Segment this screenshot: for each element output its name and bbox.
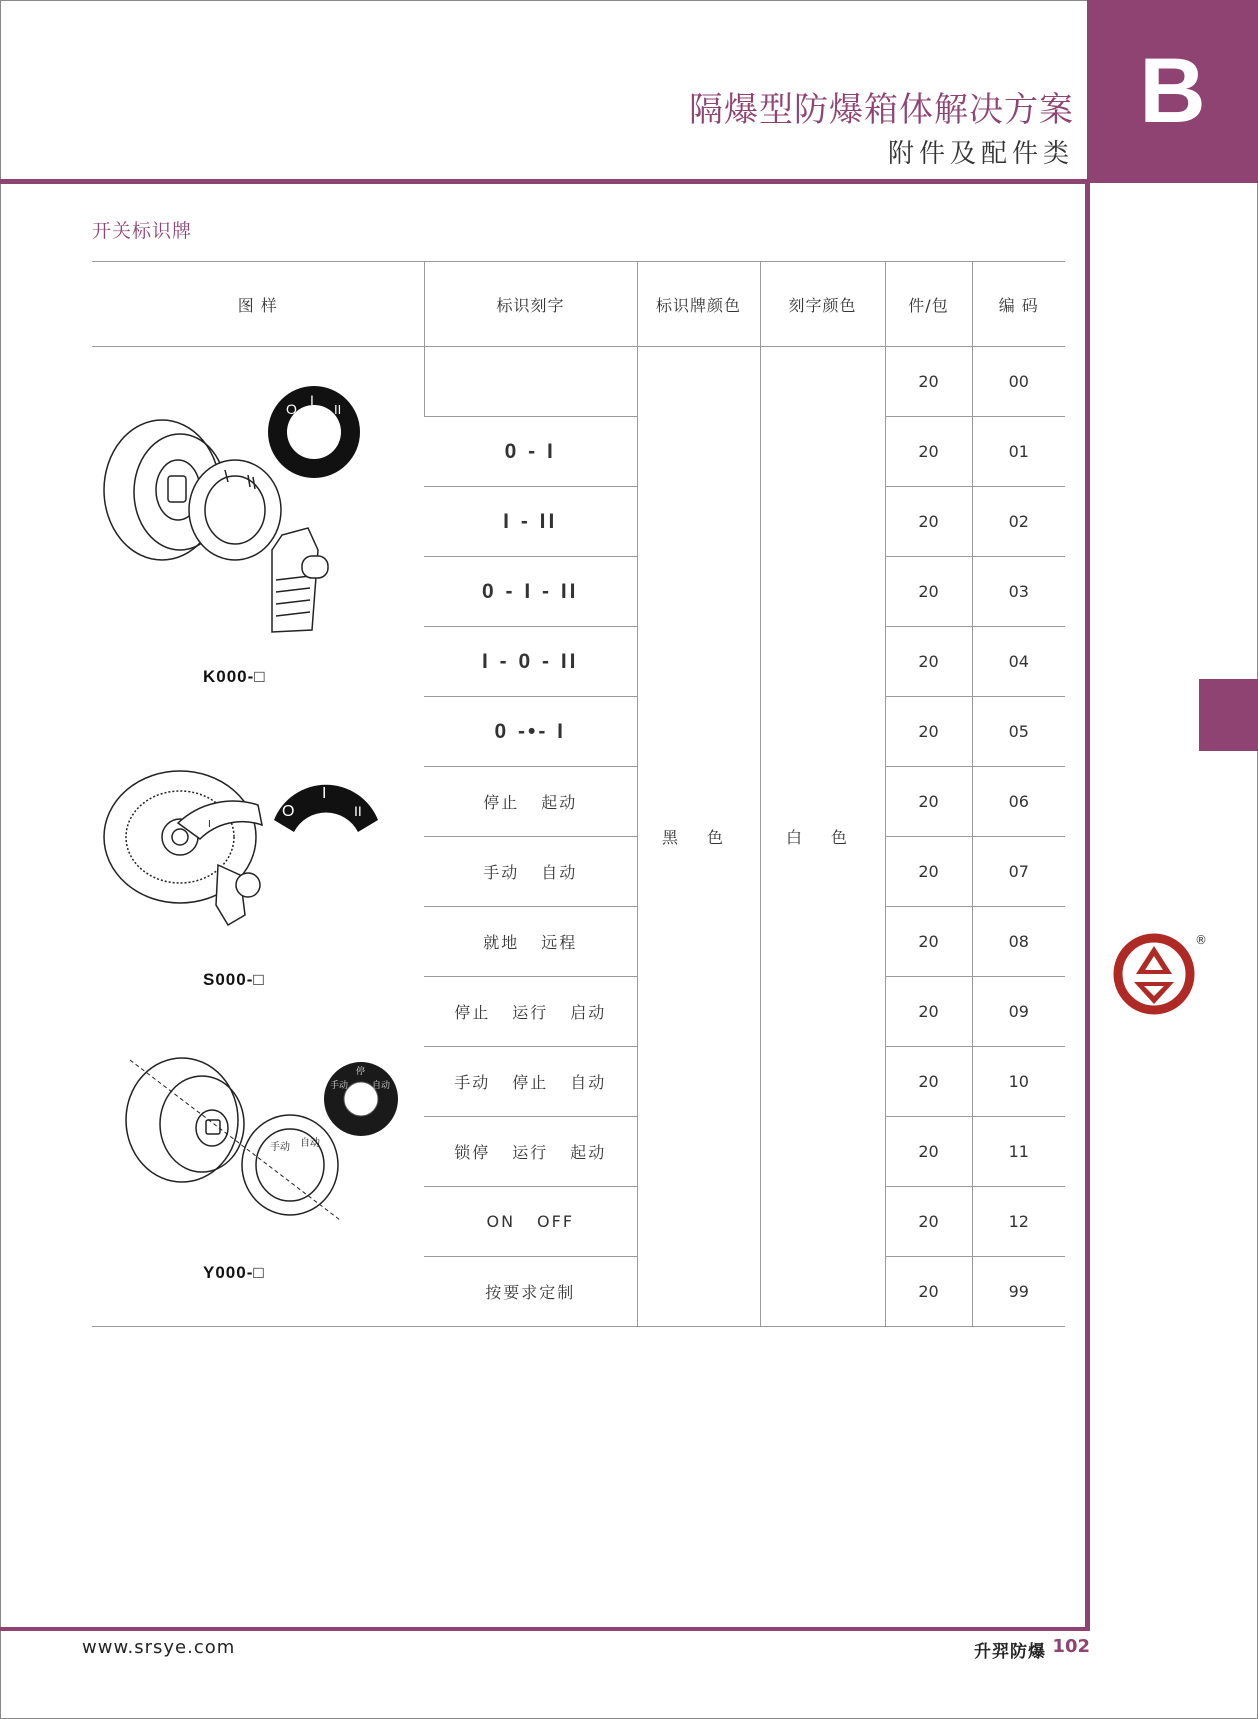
figure-label-y000: Y000-□ — [203, 1263, 265, 1282]
marking-word: 停止 — [512, 1073, 549, 1092]
code-cell: 11 — [972, 1117, 1065, 1187]
marking-word: 运行 — [512, 1003, 549, 1022]
marking-word: 自动 — [541, 863, 578, 882]
plate-mark: 停 — [356, 1067, 366, 1077]
code-cell: 07 — [972, 837, 1065, 907]
footer-brand: 升羿防爆 — [974, 1642, 1046, 1662]
round-plate-icon — [322, 1060, 400, 1138]
header-plate-color: 标识牌颜色 — [637, 262, 760, 347]
marking-word: 运行 — [512, 1143, 549, 1162]
header-text-color: 刻字颜色 — [760, 262, 885, 347]
code-cell: 04 — [972, 627, 1065, 697]
marking-cell — [424, 1047, 637, 1117]
marking-cell — [424, 977, 637, 1047]
ring-plate-icon — [266, 384, 362, 480]
marking-word: 自动 — [570, 1073, 607, 1092]
marking-cell: 0 - I - II — [424, 557, 637, 627]
code-cell: 01 — [972, 417, 1065, 487]
figure-label-k000: K000-□ — [203, 667, 266, 686]
qty-cell: 20 — [885, 697, 972, 767]
marking-word: 停止 — [454, 1003, 491, 1022]
marking-word: 远程 — [541, 933, 578, 952]
code-cell: 03 — [972, 557, 1065, 627]
section-heading: 开关标识牌 — [92, 220, 193, 242]
qty-cell: 20 — [885, 767, 972, 837]
code-cell: 12 — [972, 1187, 1065, 1257]
plate-mark: 自动 — [372, 1081, 391, 1091]
plate-mark: O — [286, 401, 297, 417]
marking-cell: 0 -•- I — [424, 697, 637, 767]
marking-word: 启动 — [570, 1003, 607, 1022]
marking-cell — [424, 907, 637, 977]
plate-mark: 手动 — [330, 1081, 349, 1091]
code-cell: 10 — [972, 1047, 1065, 1117]
marking-word: 起动 — [570, 1143, 607, 1162]
marking-word: 锁停 — [454, 1143, 491, 1162]
qty-cell: 20 — [885, 1257, 972, 1327]
qty-cell: 20 — [885, 1117, 972, 1187]
qty-cell: 20 — [885, 907, 972, 977]
marking-word: 停止 — [483, 793, 520, 812]
code-cell: 09 — [972, 977, 1065, 1047]
qty-cell: 20 — [885, 627, 972, 697]
code-cell: 08 — [972, 907, 1065, 977]
frame-bottom-rule — [0, 1627, 1090, 1631]
registered-mark: ® — [1195, 933, 1207, 947]
arc-plate-icon — [270, 772, 382, 850]
figure-label-s000: S000-□ — [203, 970, 265, 989]
plate-mark: I — [310, 392, 314, 408]
section-letter-block — [1087, 0, 1258, 183]
frame-right-rule — [1085, 179, 1090, 1631]
marking-word: 手动 — [483, 863, 520, 882]
marking-cell: I - 0 - II — [424, 627, 637, 697]
header-code: 编 码 — [972, 262, 1065, 347]
marking-cell — [424, 1187, 637, 1257]
marking-cell — [424, 1117, 637, 1187]
side-tab-marker — [1199, 679, 1258, 751]
plate-mark: 手动 — [270, 1142, 290, 1153]
code-cell: 02 — [972, 487, 1065, 557]
plate-mark: II — [334, 402, 342, 417]
table-header-row — [92, 262, 1065, 347]
qty-cell: 20 — [885, 837, 972, 907]
qty-cell: 20 — [885, 1047, 972, 1117]
qty-cell: 20 — [885, 1187, 972, 1257]
plate-mark: O — [282, 803, 295, 820]
marking-word: 起动 — [541, 793, 578, 812]
code-cell: 06 — [972, 767, 1065, 837]
marking-cell: I - II — [424, 487, 637, 557]
company-logo-icon — [1112, 932, 1196, 1016]
marking-cell: 0 - I — [424, 417, 637, 487]
plate-mark: II — [354, 803, 362, 819]
page-subtitle: 附件及配件类 — [887, 139, 1074, 169]
text-color-cell: 白 色 — [760, 347, 885, 1327]
code-cell: 00 — [972, 347, 1065, 417]
code-cell: 99 — [972, 1257, 1065, 1327]
page-number: 102 — [1052, 1636, 1090, 1657]
code-cell: 05 — [972, 697, 1065, 767]
footer-url[interactable]: www.srsye.com — [82, 1637, 236, 1658]
marking-word: ON — [486, 1212, 516, 1231]
page-title: 隔爆型防爆箱体解决方案 — [689, 90, 1074, 130]
plate-mark: I — [208, 819, 211, 830]
plate-mark: 自动 — [300, 1138, 320, 1149]
qty-cell: 20 — [885, 347, 972, 417]
marking-word: OFF — [537, 1212, 575, 1231]
key-switch-with-round-plate-icon — [120, 1050, 350, 1230]
qty-cell: 20 — [885, 487, 972, 557]
marking-word: 手动 — [454, 1073, 491, 1092]
marking-cell — [424, 347, 637, 417]
header-marking: 标识刻字 — [424, 262, 637, 347]
section-letter: B — [1139, 40, 1206, 142]
header-figure: 图 样 — [92, 262, 424, 347]
qty-cell: 20 — [885, 977, 972, 1047]
plate-color-cell: 黑 色 — [637, 347, 760, 1327]
qty-cell: 20 — [885, 417, 972, 487]
frame-top-rule — [0, 179, 1090, 184]
marking-cell — [424, 837, 637, 907]
plate-mark: I — [322, 785, 327, 802]
marking-word: 就地 — [483, 933, 520, 952]
marking-cell: 按要求定制 — [424, 1257, 637, 1327]
header-qty: 件/包 — [885, 262, 972, 347]
qty-cell: 20 — [885, 557, 972, 627]
marking-cell — [424, 767, 637, 837]
